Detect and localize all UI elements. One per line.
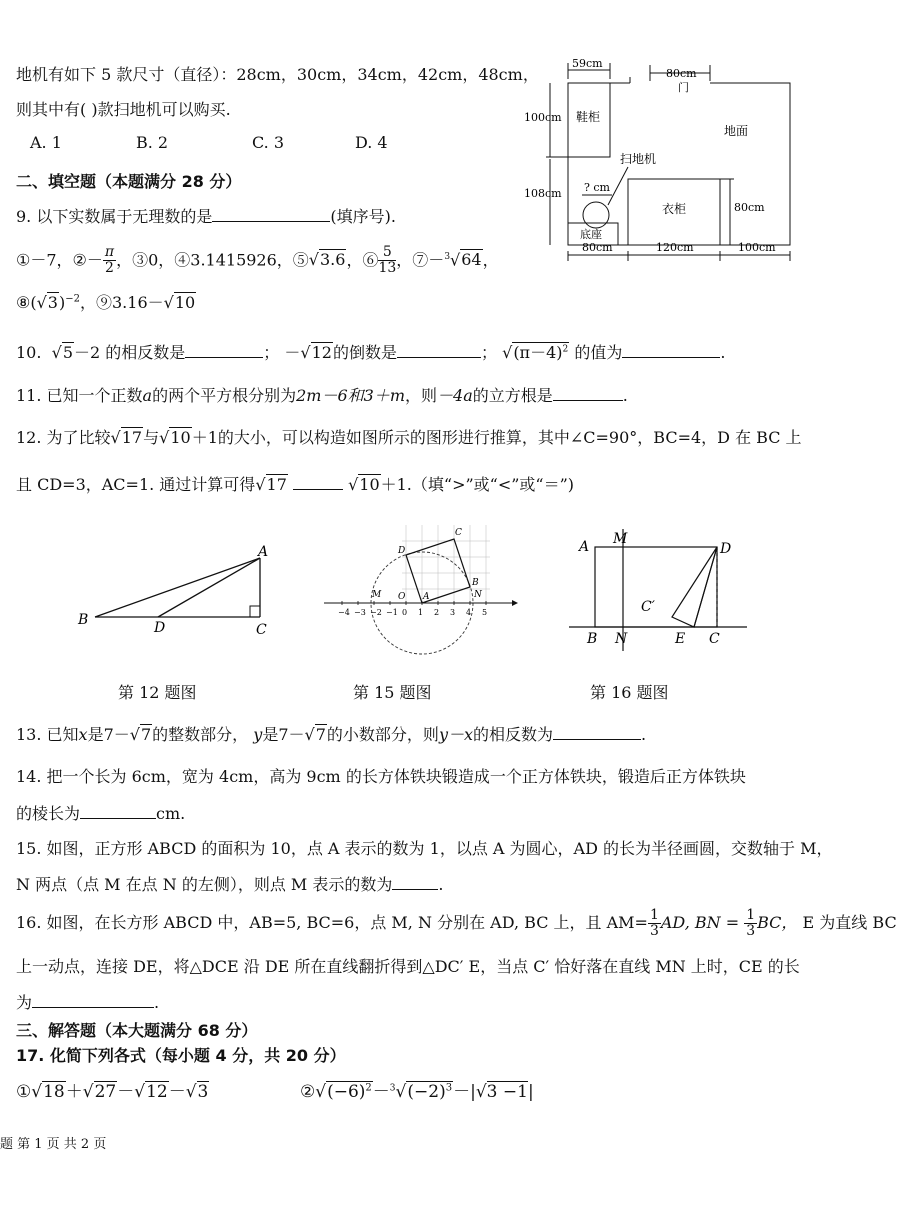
- q9-316: 3.16: [112, 293, 148, 312]
- q13-sqrt7a: √7: [129, 725, 152, 744]
- q10-sqrt5: √5: [51, 343, 74, 362]
- q16-frac2: $\frac{1}{3}$: [746, 907, 756, 939]
- fig15-tick-label: −4: [338, 608, 350, 617]
- q11-t3: 的立方根是: [472, 386, 553, 405]
- shoe-cabinet-label: 鞋柜: [576, 110, 601, 124]
- q12-l1a: 12. 为了比较: [16, 428, 111, 447]
- q16-line3: [16, 990, 159, 1013]
- q16-l1a: 16. 如图，在长方形 ABCD 中，AB=5, BC=6，点 M, N 分别在 AD, BC 上，且 AM=: [16, 913, 648, 932]
- q10-t3: 的值为: [569, 343, 623, 362]
- dim-100-bottom: 100cm: [738, 241, 776, 254]
- q8-option-b: B. 2: [136, 133, 169, 152]
- dim-100: 100cm: [524, 111, 562, 124]
- q10-blank2[interactable]: [397, 343, 481, 358]
- dim-120-bottom: 120cm: [656, 241, 694, 254]
- fig12: [70, 540, 280, 640]
- q16-ad: AD, BN =: [660, 913, 740, 932]
- q16-frac1: $\frac{1}{3}$: [649, 907, 659, 939]
- q9-sqrt3: √3: [36, 293, 58, 312]
- door-label: 门: [678, 81, 689, 94]
- q10-num: 10.: [16, 343, 42, 362]
- q9-minus: －: [147, 293, 164, 312]
- fig16-C1: C′: [641, 599, 655, 615]
- q9-cbrt64: $^3$√64: [444, 250, 482, 270]
- fig16-E: E: [675, 631, 686, 647]
- q12-sqrt10: √10: [159, 428, 191, 447]
- fig15-tick-label: −2: [370, 608, 382, 617]
- q9-frac-5-13: $\frac{5}{13}$: [378, 244, 397, 277]
- fig15-tick-label: 4: [466, 608, 472, 617]
- q9-i7: ，⑦－: [396, 250, 445, 270]
- q9-stem: [16, 204, 396, 227]
- q14-l2a: 的棱长为: [16, 804, 81, 823]
- q12-l2a: 且 CD=3，AC=1. 通过计算可得: [16, 475, 256, 494]
- fig15-tick-label: 1: [418, 608, 424, 617]
- q10-sep2: ；: [481, 343, 498, 362]
- fig16-caption: 第 16 题图: [590, 683, 669, 702]
- q9-i6: ，⑥: [346, 250, 379, 270]
- q11-blank[interactable]: [553, 386, 623, 401]
- q15-line2: [16, 872, 443, 895]
- q17-part1: ①√18＋√27－√12－√3: [16, 1082, 209, 1102]
- q13-sqrt7b: √7: [304, 725, 326, 744]
- q12-yu: 与: [143, 428, 160, 447]
- q13-t3: 的整数部分，: [152, 725, 249, 744]
- q15-end: .: [438, 875, 444, 894]
- q14-line2: [16, 801, 185, 824]
- fig12-C: C: [256, 622, 267, 638]
- dim-80-bottom: 80cm: [582, 241, 613, 254]
- q17-part2: $②√(-6)^2-^3√(-2)^3-|√3 -1|$: [300, 1082, 534, 1102]
- q10-neg: －: [284, 343, 301, 362]
- fig12-B: B: [78, 612, 89, 628]
- fig15-O: O: [398, 592, 406, 602]
- q8-option-a: A. 1: [30, 133, 62, 152]
- section3-title: 三、解答题（本大题满分 68 分）: [16, 1021, 258, 1040]
- fig16-A: A: [579, 539, 590, 555]
- fig12-caption: 第 12 题图: [118, 683, 197, 702]
- fig16-M: M: [613, 531, 628, 547]
- robot-label: 扫地机: [620, 152, 657, 166]
- q10-end: .: [720, 343, 726, 362]
- q11-t2: ，则: [405, 386, 438, 405]
- fig12-D: D: [154, 620, 166, 636]
- fig15-tick-label: 5: [482, 608, 488, 617]
- q12-sqrt10b: √10: [348, 475, 380, 494]
- q12-l2b: ＋1.（填“>”或“<”或“＝”): [380, 475, 575, 494]
- q16-l3a: 为: [16, 993, 33, 1012]
- q8-option-d: D. 4: [355, 133, 388, 152]
- q9-i3: ，③0，④3.1415926，⑤: [116, 250, 309, 270]
- q13-t4: 是: [262, 725, 279, 744]
- fig15-tick-label: 0: [402, 608, 408, 617]
- fig15-D: D: [398, 546, 406, 556]
- q8-line2: 则其中有( )款扫地机可以购买.: [16, 100, 231, 119]
- q14-line1: 14. 把一个长为 6cm，宽为 4cm，高为 9cm 的长方体铁块锻造成一个正方体铁块，锻造后正方体铁块: [16, 767, 746, 786]
- q9-two: 2: [105, 260, 114, 277]
- unknown-cm: ? cm: [584, 181, 610, 194]
- fig16-N: N: [615, 631, 628, 647]
- q11-e1: 2m－6和3＋m: [296, 386, 405, 405]
- fig15-tick-label: 3: [450, 608, 456, 617]
- q10-t2: 的倒数是: [332, 343, 397, 362]
- dim-80-right: 80cm: [734, 201, 765, 214]
- fig15-tick-label: 2: [434, 608, 440, 617]
- floor-label: 地面: [724, 124, 749, 138]
- dim-108: 108cm: [524, 187, 562, 200]
- q10-blank3[interactable]: [622, 343, 720, 358]
- q9-i8: ⑧: [16, 293, 31, 312]
- q16-bc: BC，: [757, 913, 798, 932]
- q12-p1: ＋1: [191, 428, 218, 447]
- q8-line1: 地机有如下 5 款尺寸（直径）：28cm，30cm，34cm，42cm，48cm，: [16, 65, 539, 84]
- q12-sqrt17: √17: [110, 428, 143, 447]
- q15-blank[interactable]: [392, 875, 438, 890]
- q13-blank[interactable]: [553, 725, 641, 740]
- q14-blank[interactable]: [80, 804, 156, 819]
- q13-e2: 7－: [278, 725, 305, 744]
- q10-blank1[interactable]: [185, 343, 263, 358]
- q17-n2: (−2): [407, 1082, 446, 1102]
- q9-suffix: (填序号).: [330, 207, 396, 226]
- q16-blank[interactable]: [32, 993, 154, 1008]
- q13-y: y: [253, 725, 263, 744]
- q9-i9: ，⑨: [79, 293, 112, 312]
- q9-comma: ，: [482, 250, 499, 270]
- fig12-A: A: [258, 544, 269, 560]
- q11-text: 11. 已知一个正数: [16, 386, 143, 405]
- q16-l1b: E 为直线 BC: [802, 913, 897, 932]
- q8-option-c: C. 3: [252, 133, 285, 152]
- q9-pi: π: [104, 244, 115, 261]
- q9-sqrt10: √10: [163, 293, 196, 312]
- q10-sqrt-pi: $√(\pi-4)^2$: [502, 343, 569, 362]
- fig15-A: A: [423, 592, 430, 602]
- section2-title: 二、填空题（本题满分 28 分）: [16, 172, 242, 191]
- q16-end: .: [154, 993, 160, 1012]
- base-label: 底座: [580, 228, 602, 241]
- q12-line1: [16, 425, 802, 448]
- q15-line1: 15. 如图，正方形 ABCD 的面积为 10，点 A 表示的数为 1，以点 A 为圆心，AD 的长为半径画圆，交数轴于 M，: [16, 839, 833, 858]
- dim-59: 59cm: [572, 57, 603, 70]
- fig16-D: D: [720, 541, 732, 557]
- fig15-caption: 第 15 题图: [353, 683, 432, 702]
- q12-line2: [16, 472, 574, 495]
- q17-r27: 27: [94, 1082, 117, 1102]
- q12-blank[interactable]: [293, 475, 343, 490]
- q13-t2: 是: [87, 725, 104, 744]
- q17-r3: 3: [197, 1082, 209, 1102]
- q13-yx: y－x: [438, 725, 474, 744]
- fig15-C: C: [455, 528, 462, 538]
- fig15-N: N: [474, 590, 482, 600]
- q10-minus2: －2: [74, 343, 101, 362]
- q17-abs: 3 −1: [486, 1082, 528, 1102]
- wardrobe-label: 衣柜: [662, 202, 687, 216]
- q10: [16, 340, 725, 363]
- q17-title: 17. 化简下列各式（每小题 4 分，共 20 分）: [16, 1046, 346, 1065]
- q17-n6: (−6): [327, 1082, 366, 1102]
- q13-x: x: [78, 725, 88, 744]
- q12-sqrt17b: √17: [255, 475, 287, 494]
- q9-items-line2: $⑧(√3)^{-2}$，⑨3.16－√10: [16, 293, 196, 312]
- q9-blank[interactable]: [212, 207, 330, 222]
- fig16-C: C: [709, 631, 720, 647]
- q13: [16, 722, 646, 745]
- fig15-M: M: [372, 590, 382, 600]
- floorplan-figure: [520, 55, 820, 265]
- q9-sqrt36: √3.6: [308, 250, 346, 270]
- q11-mid: 的两个平方根分别为: [152, 386, 297, 405]
- q13-t6: 的相反数为: [473, 725, 554, 744]
- q10-sep1: ；: [263, 343, 280, 362]
- q11: [16, 383, 628, 406]
- fig16-B: B: [587, 631, 598, 647]
- q14-l2b: cm.: [156, 804, 186, 823]
- q17-r12: 12: [146, 1082, 168, 1102]
- q11-a: a: [142, 386, 153, 405]
- q16-line1: [16, 906, 897, 940]
- q15-l2a: N 两点（点 M 在点 N 的左侧），则点 M 表示的数为: [16, 875, 393, 894]
- page-footer: 题 第 1 页 共 2 页: [0, 1137, 107, 1152]
- fig16: [565, 525, 755, 655]
- q9-items-line1: [16, 240, 499, 277]
- q16-line2: 上一动点，连接 DE，将△DCE 沿 DE 所在直线翻折得到△DC′ E，当点 C′ 恰好落在直线 MN 上时，CE 的长: [16, 957, 800, 976]
- q10-t1: 的相反数是: [100, 343, 186, 362]
- q10-sqrt12: √12: [300, 343, 332, 362]
- q17-r18: 18: [43, 1082, 65, 1102]
- q9-i1: ①－7，②－: [16, 250, 103, 270]
- q17-p1: ①: [16, 1082, 32, 1102]
- dim-80-top: 80cm: [666, 67, 697, 80]
- q12-l1b: 的大小，可以构造如图所示的图形进行推算，其中∠C=90°，BC=4，D 在 BC 上: [217, 428, 802, 447]
- q13-end: .: [641, 725, 647, 744]
- q11-e2: －4a: [437, 386, 473, 405]
- q11-end: .: [622, 386, 628, 405]
- fig15-B: B: [472, 578, 479, 588]
- q13-t5: 的小数部分，则: [326, 725, 439, 744]
- q13-e: 7－: [103, 725, 130, 744]
- fig15: [322, 515, 518, 665]
- q9-pi-frac: [103, 245, 116, 276]
- fig15-tick-label: −3: [354, 608, 366, 617]
- q17-p2: ②: [300, 1082, 316, 1102]
- q13-t1: 13. 已知: [16, 725, 79, 744]
- fig15-tick-label: −1: [386, 608, 398, 617]
- q9-stem-text: 9. 以下实数属于无理数的是: [16, 207, 213, 226]
